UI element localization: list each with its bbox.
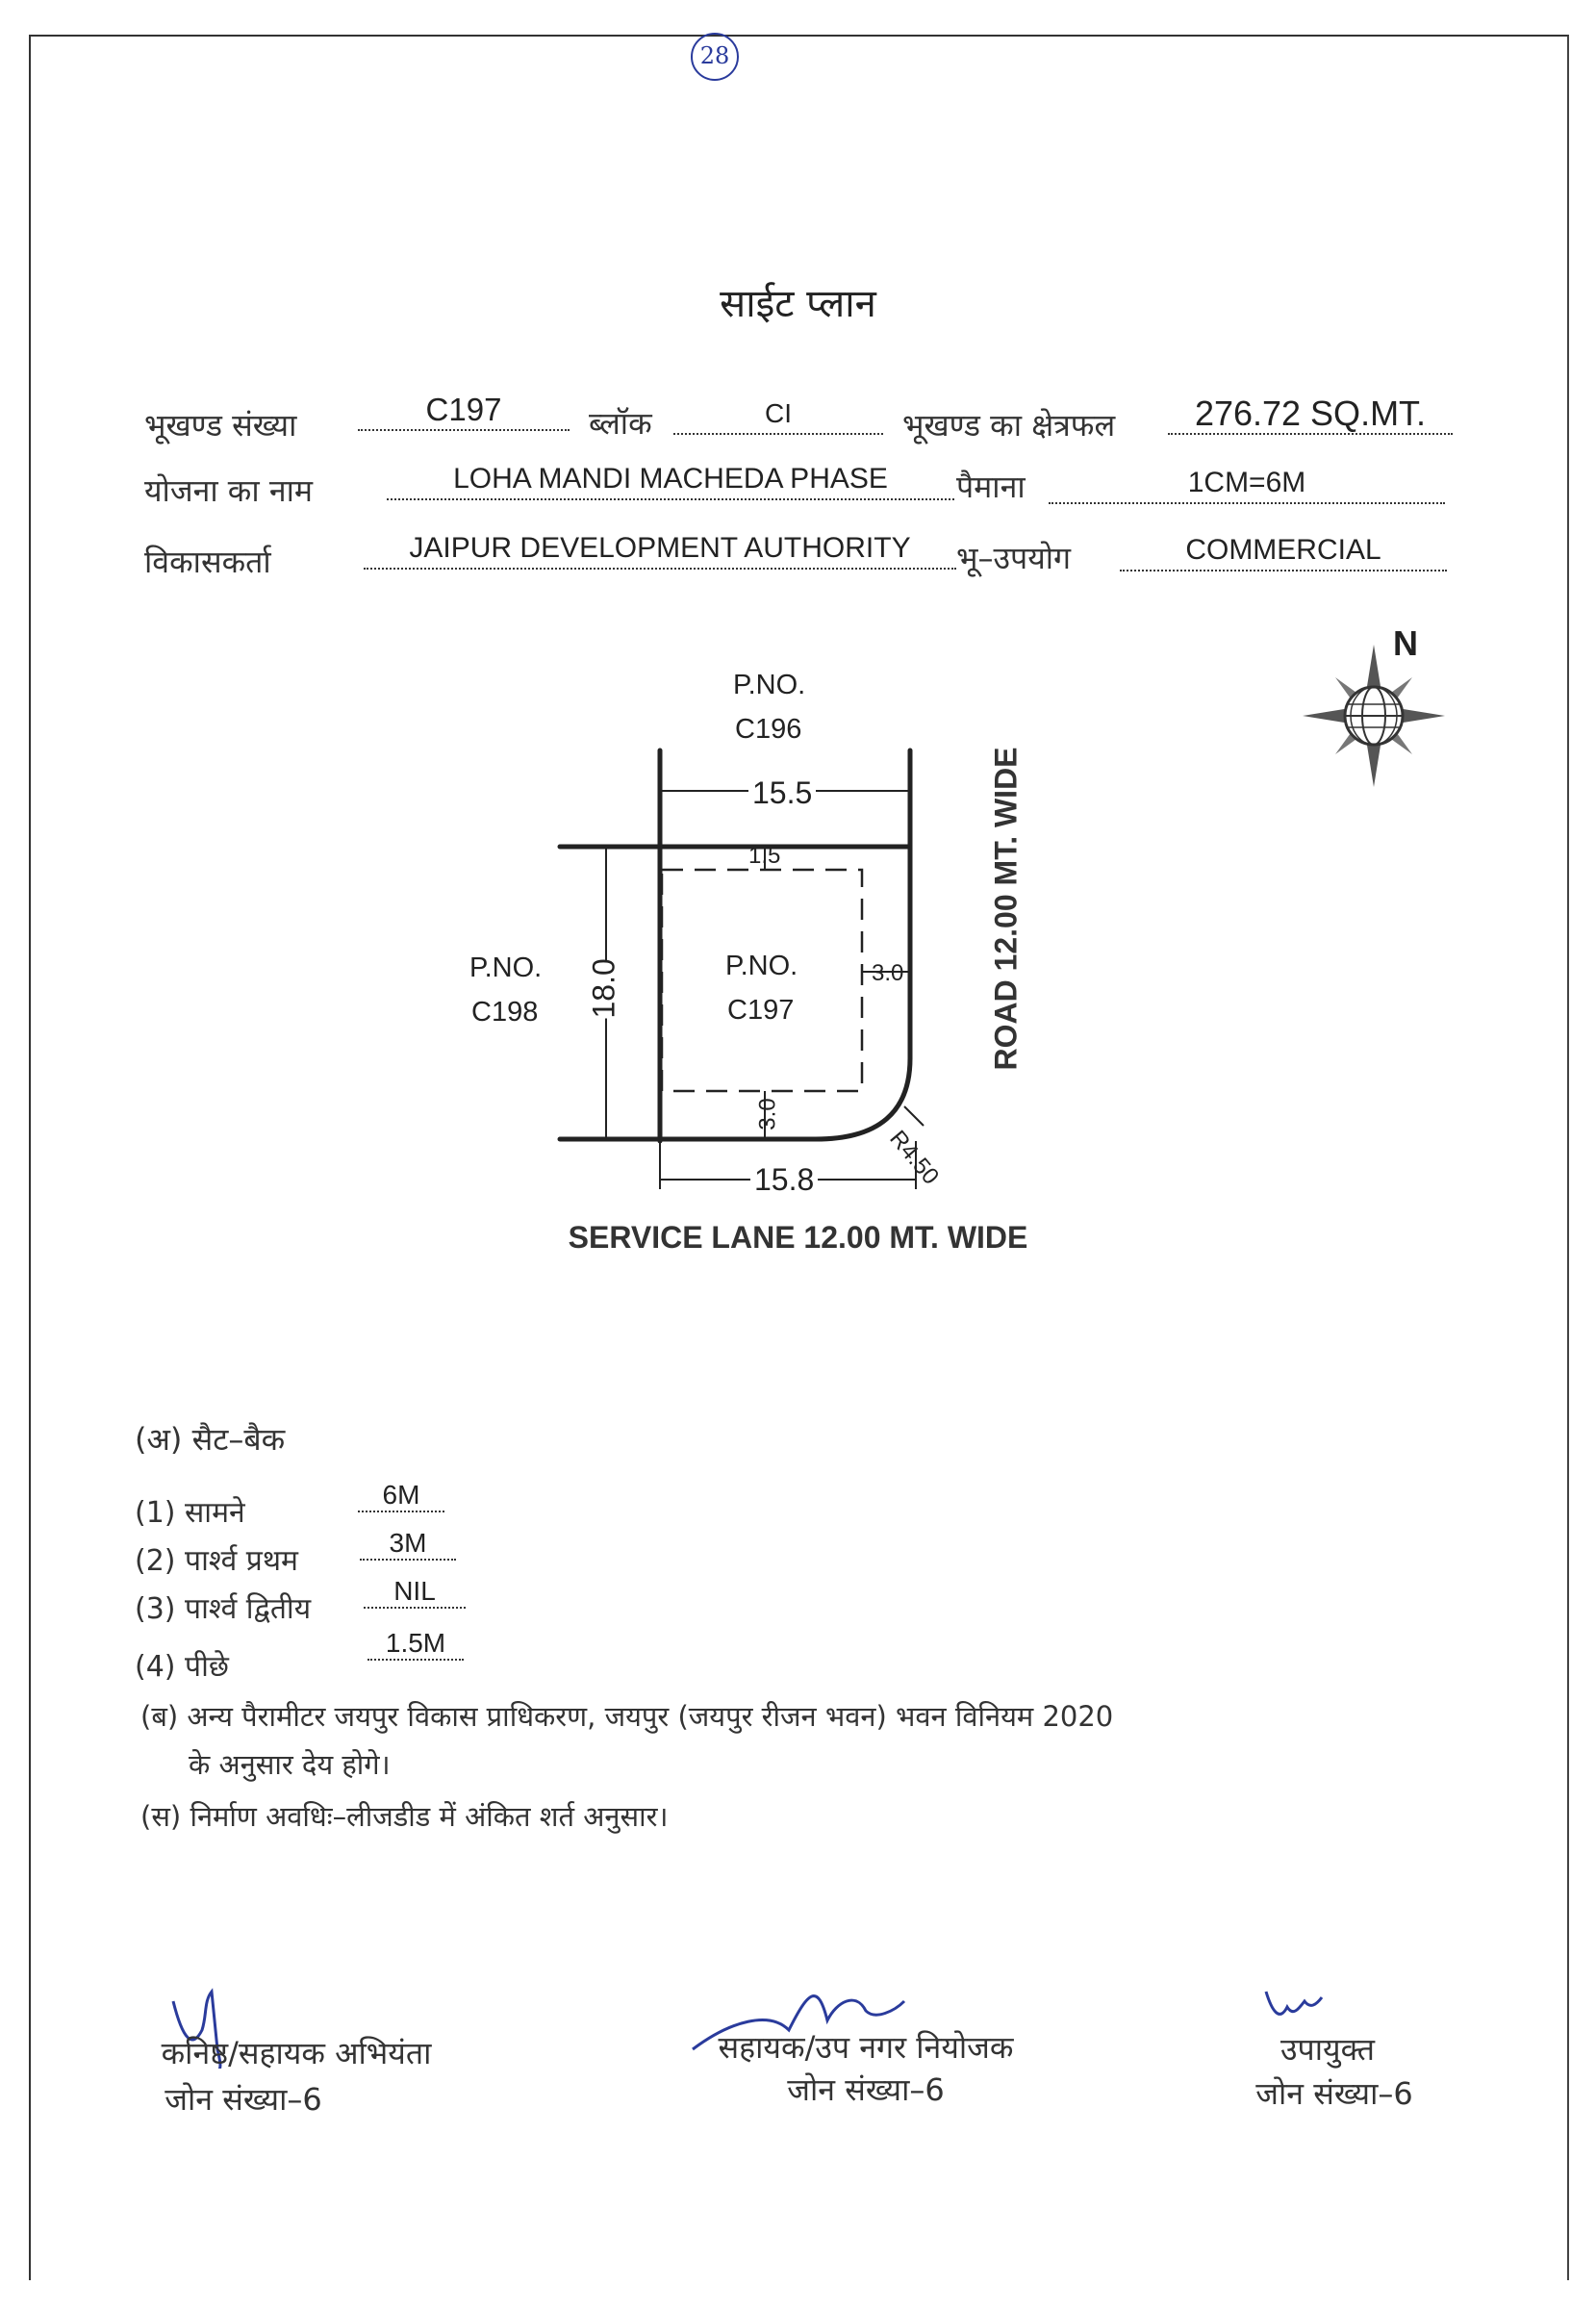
signature-title-2: सहायक/उप नगर नियोजक <box>718 2029 1014 2066</box>
block-label: ब्लॉक <box>589 405 652 442</box>
note-b-line1: (ब) अन्य पैरामीटर जयपुर विकास प्राधिकरण, जयपुर (जयपुर रीजन भवन) भवन विनियम 2020 <box>140 1700 1114 1733</box>
setback-rear-label: (4) पीछे <box>135 1650 229 1684</box>
scheme-value: LOHA MANDI MACHEDA PHASE <box>387 460 954 500</box>
north-label: N <box>1393 623 1418 663</box>
page-number: 28 <box>691 33 739 81</box>
block-value: CI <box>673 394 883 435</box>
scale-label: पैमाना <box>956 469 1026 505</box>
compass-icon <box>1303 645 1445 787</box>
dim-top-label: 15.5 <box>748 775 816 811</box>
signature-title-1: कनिष्ठ/सहायक अभियंता <box>161 2035 432 2071</box>
plot-center-line2: C197 <box>727 995 795 1026</box>
signature-zone-1: जोन संख्या–6 <box>165 2081 322 2118</box>
land-use-value: COMMERCIAL <box>1120 531 1447 571</box>
plot-no-value: C197 <box>358 391 570 431</box>
setback-front-label: (1) सामने <box>135 1496 245 1530</box>
scale-value: 1CM=6M <box>1049 464 1445 504</box>
road-bottom-label: SERVICE LANE 12.00 MT. WIDE <box>568 1220 1028 1255</box>
corner-radius-label: R4.50 <box>884 1126 945 1190</box>
note-c-line: (स) निर्माण अवधिः–लीजडीड में अंकित शर्त अनुसार। <box>140 1800 669 1833</box>
setback-top-label: 1.5 <box>748 843 781 869</box>
plot-no-label: भूखण्ड संख्या <box>144 407 297 444</box>
developer-value: JAIPUR DEVELOPMENT AUTHORITY <box>364 529 956 570</box>
plot-left-line2: C198 <box>471 997 539 1028</box>
signature-zone-2: जोन संख्या–6 <box>787 2071 945 2108</box>
land-use-label: भू–उपयोग <box>956 540 1072 576</box>
setbacks-heading: (अ) सैट–बैक <box>135 1421 286 1458</box>
signature-zone-3: जोन संख्या–6 <box>1255 2075 1413 2112</box>
setback-side1-label: (2) पार्श्व प्रथम <box>135 1544 298 1578</box>
plot-left-line1: P.NO. <box>469 952 543 983</box>
plot-area-value: 276.72 SQ.MT. <box>1168 394 1453 435</box>
signature-title-3: उपायुक्त <box>1280 2031 1375 2068</box>
dim-bottom-label: 15.8 <box>750 1162 818 1198</box>
road-right-label: ROAD 12.00 MT. WIDE <box>988 747 1024 1071</box>
note-b-line2: के अनुसार देय होगे। <box>189 1748 391 1781</box>
setback-front-value: 6M <box>358 1480 444 1512</box>
plot-area-label: भूखण्ड का क्षेत्रफल <box>902 407 1116 444</box>
page-title: साईट प्लान <box>720 282 876 326</box>
setback-side2-label: (3) पार्श्व द्वितीय <box>135 1592 312 1626</box>
scheme-label: योजना का नाम <box>144 472 314 509</box>
plot-center-line1: P.NO. <box>725 951 798 981</box>
plot-top-line2: C196 <box>735 714 802 745</box>
setback-side1-value: 3M <box>360 1528 456 1561</box>
plot-top-line1: P.NO. <box>733 670 806 700</box>
setback-right-label: 3.0 <box>872 960 904 986</box>
setback-bottom-label: 3.0 <box>754 1098 781 1130</box>
dim-left-label: 18.0 <box>586 958 621 1019</box>
setback-rear-value: 1.5M <box>367 1628 464 1661</box>
developer-label: विकासकर्ता <box>144 544 271 580</box>
signature-3 <box>1266 1992 1322 2014</box>
setback-side2-value: NIL <box>364 1576 466 1609</box>
